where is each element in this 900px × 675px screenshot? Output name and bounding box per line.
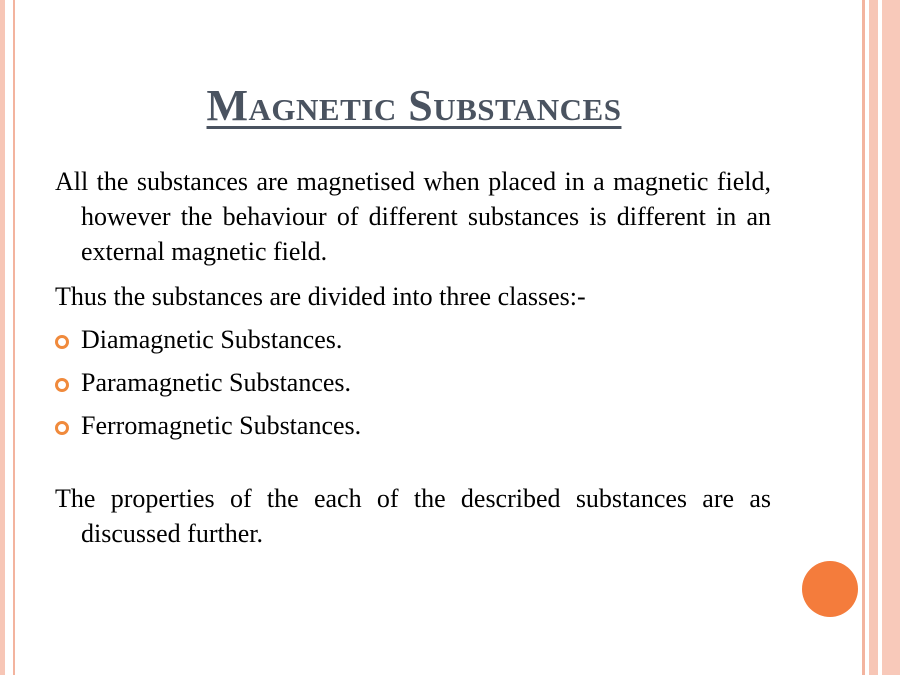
bullet-label: Diamagnetic Substances. bbox=[81, 325, 343, 354]
spacer bbox=[55, 443, 771, 481]
circle-bullet-icon bbox=[55, 335, 69, 349]
bullet-item-ferromagnetic bbox=[55, 408, 771, 443]
bullet-label: Paramagnetic Substances. bbox=[81, 368, 352, 397]
slide-title: Magnetic Substances bbox=[206, 81, 622, 130]
closing-paragraph: The properties of the each of the described substances are as discussed further. bbox=[55, 484, 771, 548]
bullet-item-diamagnetic bbox=[55, 322, 771, 357]
slide-body bbox=[55, 164, 771, 551]
right-border-band bbox=[882, 0, 900, 675]
intro-paragraph: All the substances are magnetised when placed in a magnetic field, however the behaviour of different substances is different in an external magnetic field. bbox=[55, 167, 771, 266]
circle-bullet-icon bbox=[55, 421, 69, 435]
lead-paragraph: Thus the substances are divided into three classes:- bbox=[55, 282, 586, 311]
bullet-item-paramagnetic bbox=[55, 365, 771, 400]
decorative-orange-circle bbox=[802, 561, 858, 617]
right-border-stripe bbox=[869, 0, 878, 675]
right-border-line bbox=[862, 0, 865, 675]
circle-bullet-icon bbox=[55, 378, 69, 392]
bullet-label: Ferromagnetic Substances. bbox=[81, 411, 362, 440]
